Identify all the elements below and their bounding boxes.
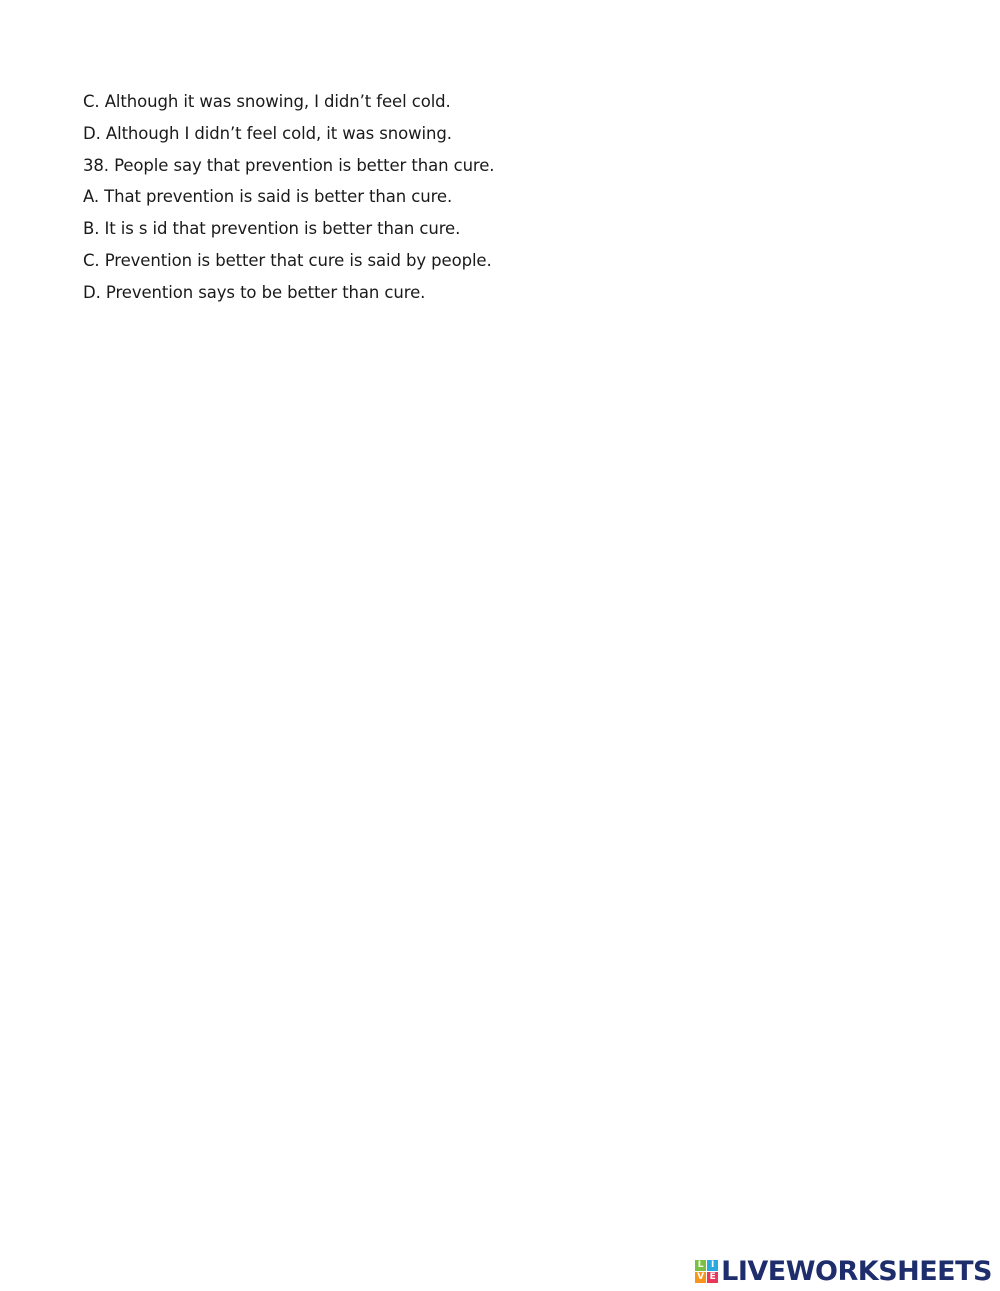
logo-letter-e: E — [707, 1272, 718, 1283]
logo-letter-v: V — [695, 1272, 706, 1283]
option-d-previous: D. Although I didn’t feel cold, it was snowing. — [83, 123, 452, 143]
option-b: B. It is s id that prevention is better than cure. — [83, 219, 461, 239]
option-a: A. That prevention is said is better than cure. — [83, 187, 453, 207]
brand-name: LIVEWORKSHEETS — [721, 1255, 992, 1287]
question-38: 38. People say that prevention is better than cure. — [83, 155, 495, 175]
option-c-previous: C. Although it was snowing, I didn’t feel cold. — [83, 92, 451, 111]
logo-letter-l: L — [695, 1260, 706, 1271]
logo-letter-i: I — [707, 1260, 718, 1271]
liveworksheets-logo-icon — [695, 1260, 718, 1283]
liveworksheets-brand — [695, 1254, 992, 1288]
option-d: D. Prevention says to be better than cure. — [83, 282, 426, 302]
option-c: C. Prevention is better that cure is said by people. — [83, 250, 492, 270]
question-text-block — [83, 86, 903, 309]
